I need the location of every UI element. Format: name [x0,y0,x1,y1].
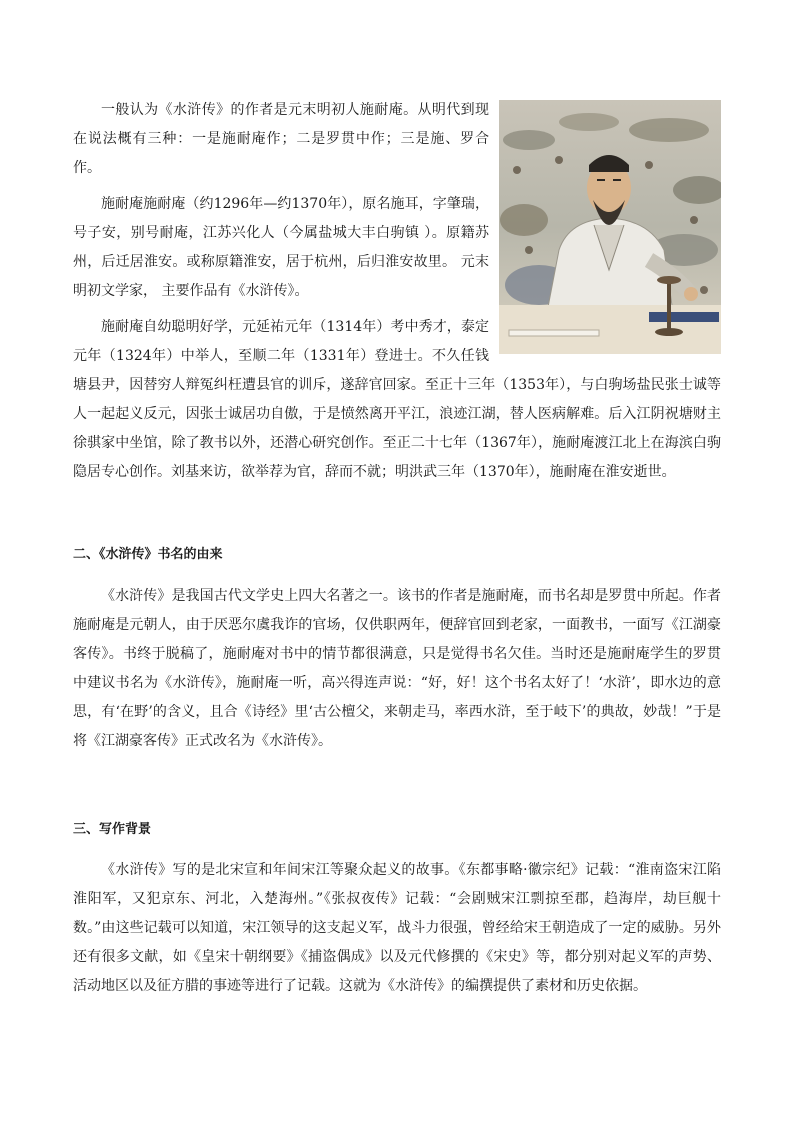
title-origin-paragraph: 《水浒传》是我国古代文学史上四大名著之一。该书的作者是施耐庵，而书名却是罗贯中所起。作者施耐庵是元朝人，由于厌恶尔虞我诈的官场，仅供职两年，便辞官回到老家，一面教书，一面写《江湖豪客传》。书终于脱稿了，施耐庵对书中的情节都很满意，只是觉得书名欠佳。当时还是施耐庵学生的罗贯中建议书名为《水浒传》，施耐庵一听，高兴得连声说：“好，好！这个书名太好了！‘水浒’，即水边的意思，有‘在野’的含义，且合《诗经》里‘古公檀父，来朝走马，率西水浒，至于岐下’的典故，妙哉！”于是将《江湖豪客传》正式改名为《水浒传》。 [73,588,721,749]
intro-paragraph-career: 施耐庵自幼聪明好学，元延祐元年（1314年）考中秀才，泰定元年（1324年）中举人，至顺二年（1331年）登进士。不久任钱塘县尹，因替穷人辩冤纠枉遭县官的训斥，遂辞官回家。至正十三年（1353年），与白驹场盐民张士诚等人一起起义反元，因张士诚居功自傲，于是愤然离开平江，浪迹江湖，替人医病解难。后入江阴祝塘财主徐骐家中坐馆，除了教书以外，还潜心研究创作。至正二十七年（1367年），施耐庵渡江北上在海滨白驹隐居专心创作。刘基来访，欲举荐为官，辞而不就；明洪武三年（1370年），施耐庵在淮安逝世。 [73,319,721,480]
section-heading-background: 三、写作背景 [73,822,152,837]
shi-naian-portrait-image [499,100,721,354]
intro-section [73,96,721,494]
background-paragraph: 《水浒传》写的是北宋宣和年间宋江等聚众起义的故事。《东都事略·徽宗纪》记载：“淮南盗宋江陷淮阳军，又犯京东、河北，入楚海州。”《张叔夜传》记载：“会剧贼宋江剽掠至郡，趋海岸，劫巨舰十数。”由这些记载可以知道，宋江领导的这支起义军，战斗力很强，曾经给宋王朝造成了一定的威胁。另外还有很多文献，如《皇宋十朝纲要》《捕盗偶成》以及元代修撰的《宋史》等，都分别对起义军的声势、活动地区以及征方腊的事迹等进行了记载。这就为《水浒传》的编撰提供了素材和历史依据。 [73,862,721,994]
section-background [73,856,721,1001]
intro-paragraph-biography: 施耐庵施耐庵（约1296年—约1370年），原名施耳，字肇瑞，号子安，别号耐庵，江苏兴化人（今属盐城大丰白驹镇 ）。原籍苏州，后迁居淮安。或称原籍淮安，居于杭州，后归淮安故里。 元末明初文学家， 主要作品有《水浒传》。 [73,196,489,299]
section-heading-title-origin: 二、《水浒传》书名的由来 [73,547,223,562]
intro-paragraph-authorship: 一般认为《水浒传》的作者是元末明初人施耐庵。从明代到现在说法概有三种：一是施耐庵作；二是罗贯中作；三是施、罗合作。 [73,102,489,176]
section-title-origin [73,582,721,756]
